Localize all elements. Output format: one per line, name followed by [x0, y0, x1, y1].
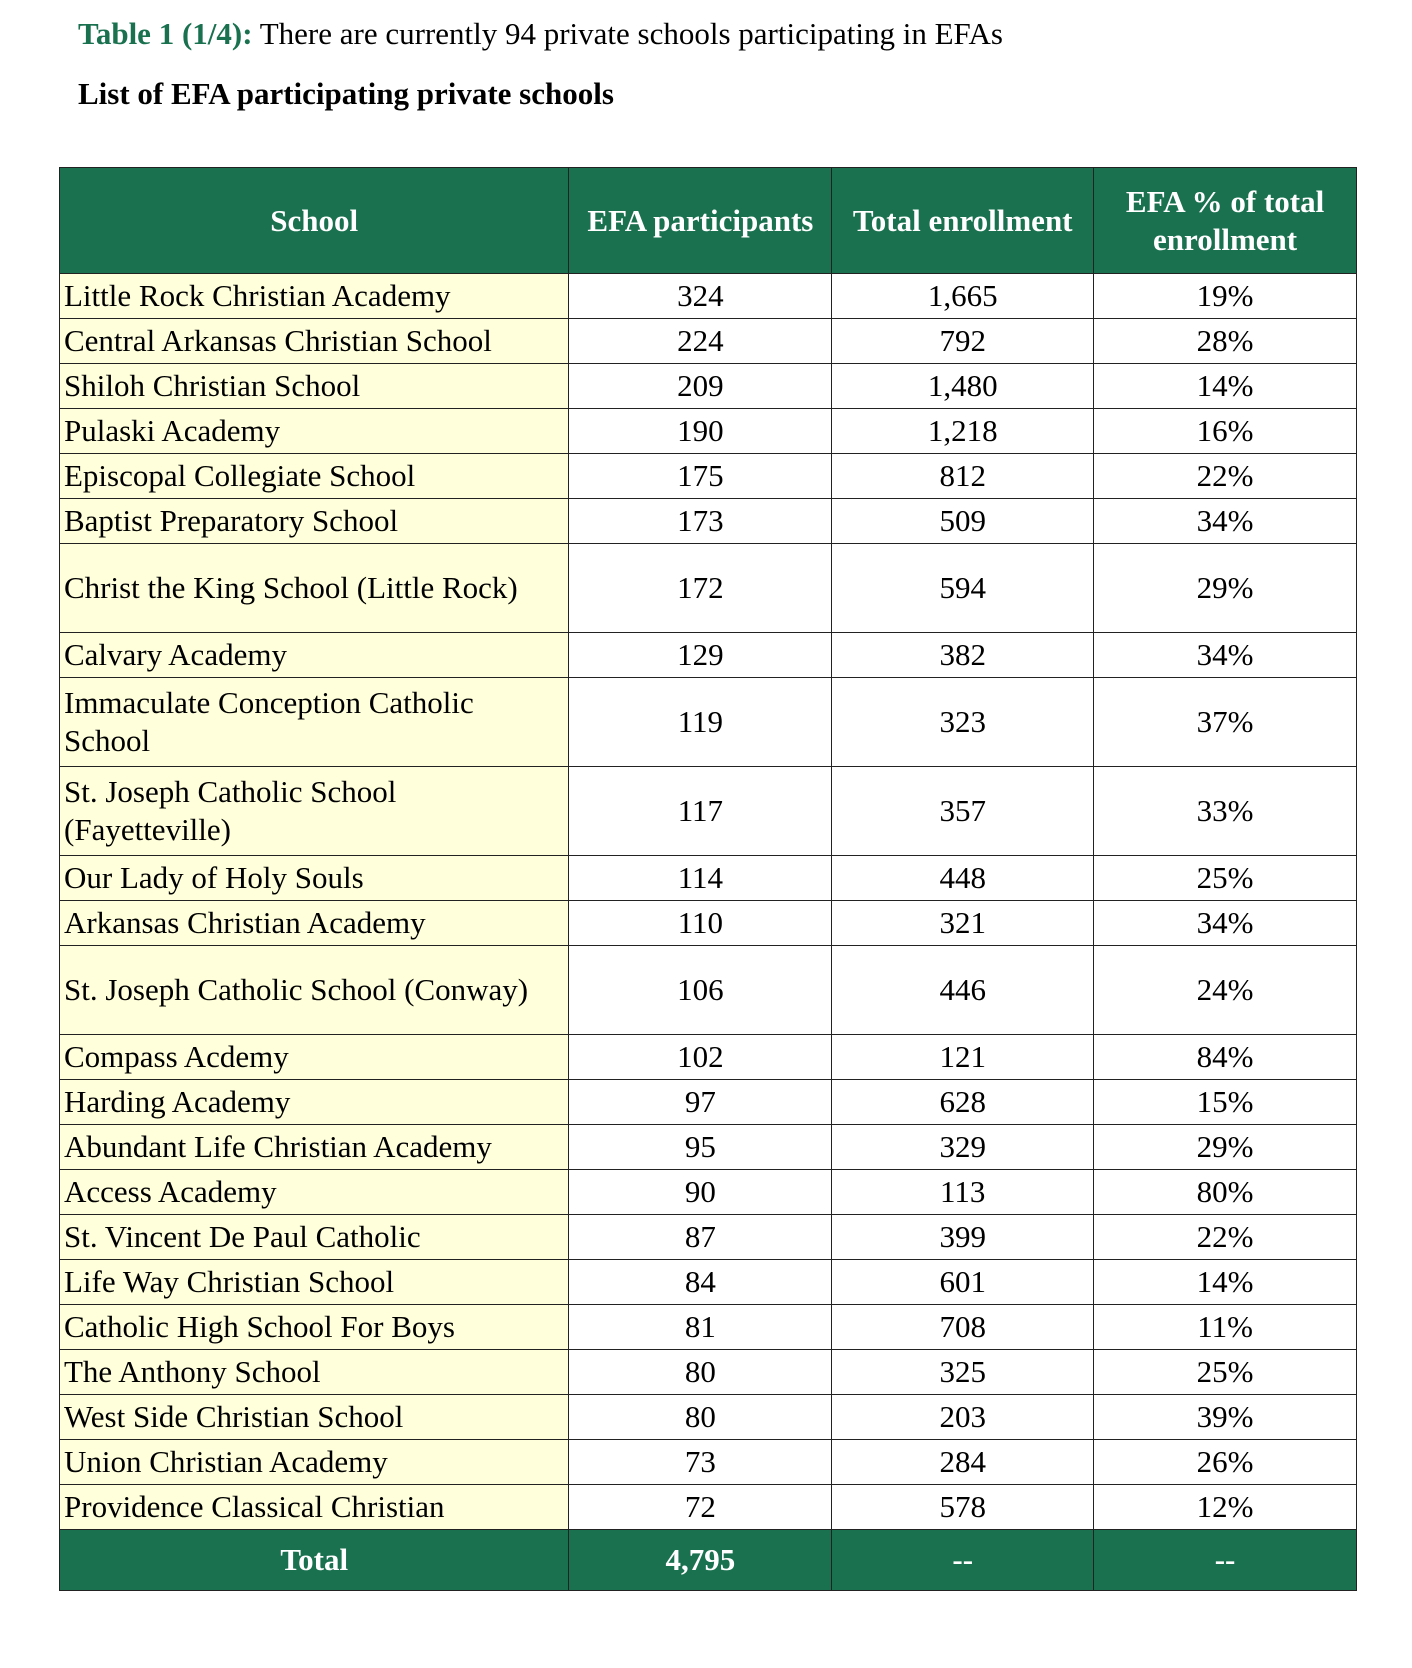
table-row — [60, 678, 1357, 767]
efa-participants: 119 — [569, 678, 832, 767]
efa-percent: 29% — [1094, 544, 1357, 633]
school-name: St. Joseph Catholic School (Conway) — [60, 946, 569, 1035]
efa-participants: 81 — [569, 1305, 832, 1350]
total-enrollment: 601 — [832, 1260, 1094, 1305]
table-row — [60, 767, 1357, 856]
table-row — [60, 1440, 1357, 1485]
efa-participants: 73 — [569, 1440, 832, 1485]
school-name: Episcopal Collegiate School — [60, 454, 569, 499]
school-name: Arkansas Christian Academy — [60, 901, 569, 946]
table-row — [60, 319, 1357, 364]
school-name: Compass Acdemy — [60, 1035, 569, 1080]
efa-percent: 11% — [1094, 1305, 1357, 1350]
efa-participants: 90 — [569, 1170, 832, 1215]
table-row — [60, 1035, 1357, 1080]
table-subtitle: List of EFA participating private schools — [78, 76, 614, 111]
total-enrollment: 382 — [832, 633, 1094, 678]
efa-percent: 22% — [1094, 1215, 1357, 1260]
schools-table — [59, 167, 1357, 1591]
table-row — [60, 1260, 1357, 1305]
school-name: Christ the King School (Little Rock) — [60, 544, 569, 633]
school-name: Pulaski Academy — [60, 409, 569, 454]
efa-percent: 37% — [1094, 678, 1357, 767]
efa-percent: 84% — [1094, 1035, 1357, 1080]
efa-percent: 25% — [1094, 856, 1357, 901]
table-row — [60, 1170, 1357, 1215]
efa-participants: 324 — [569, 274, 832, 319]
table-row — [60, 454, 1357, 499]
total-enrollment: 792 — [832, 319, 1094, 364]
efa-percent: 33% — [1094, 767, 1357, 856]
efa-participants: 114 — [569, 856, 832, 901]
school-name: Catholic High School For Boys — [60, 1305, 569, 1350]
total-enrollment: 323 — [832, 678, 1094, 767]
school-name: Central Arkansas Christian School — [60, 319, 569, 364]
efa-participants: 173 — [569, 499, 832, 544]
total-enrollment: 812 — [832, 454, 1094, 499]
school-name: Little Rock Christian Academy — [60, 274, 569, 319]
efa-percent: 16% — [1094, 409, 1357, 454]
efa-participants: 80 — [569, 1395, 832, 1440]
efa-participants: 87 — [569, 1215, 832, 1260]
total-enrollment: 113 — [832, 1170, 1094, 1215]
efa-participants: 80 — [569, 1350, 832, 1395]
table-row — [60, 1080, 1357, 1125]
efa-percent: 34% — [1094, 499, 1357, 544]
table-row — [60, 1305, 1357, 1350]
school-name: Immaculate Conception Catholic School — [60, 678, 569, 767]
total-enrollment: 399 — [832, 1215, 1094, 1260]
school-name: St. Joseph Catholic School (Fayetteville) — [60, 767, 569, 856]
school-name: St. Vincent De Paul Catholic — [60, 1215, 569, 1260]
table-row — [60, 1395, 1357, 1440]
total-efa-participants: 4,795 — [569, 1530, 832, 1591]
school-name: Access Academy — [60, 1170, 569, 1215]
efa-participants: 175 — [569, 454, 832, 499]
header-efa-participants: EFA participants — [569, 168, 832, 274]
total-enrollment: 446 — [832, 946, 1094, 1035]
efa-participants: 72 — [569, 1485, 832, 1530]
total-enrollment: 1,665 — [832, 274, 1094, 319]
header-total-enrollment: Total enrollment — [832, 168, 1094, 274]
table-row — [60, 901, 1357, 946]
table-row — [60, 544, 1357, 633]
efa-percent: 39% — [1094, 1395, 1357, 1440]
total-enrollment: 1,480 — [832, 364, 1094, 409]
efa-percent: 12% — [1094, 1485, 1357, 1530]
efa-percent: 26% — [1094, 1440, 1357, 1485]
school-name: Union Christian Academy — [60, 1440, 569, 1485]
total-enrollment: 329 — [832, 1125, 1094, 1170]
total-enrollment: 708 — [832, 1305, 1094, 1350]
total-enrollment: 321 — [832, 901, 1094, 946]
table-row — [60, 856, 1357, 901]
total-row — [60, 1530, 1357, 1591]
total-enrollment: 578 — [832, 1485, 1094, 1530]
total-label: Total — [60, 1530, 569, 1591]
total-enrollment: 284 — [832, 1440, 1094, 1485]
total-enrollment: 628 — [832, 1080, 1094, 1125]
efa-participants: 110 — [569, 901, 832, 946]
table-row — [60, 1350, 1357, 1395]
efa-percent: 29% — [1094, 1125, 1357, 1170]
efa-percent: 25% — [1094, 1350, 1357, 1395]
table-row — [60, 364, 1357, 409]
table-row — [60, 946, 1357, 1035]
total-enrollment: 1,218 — [832, 409, 1094, 454]
total-enrollment: 121 — [832, 1035, 1094, 1080]
table-number: Table 1 (1/4): — [78, 16, 253, 51]
efa-participants: 172 — [569, 544, 832, 633]
efa-percent: 22% — [1094, 454, 1357, 499]
table-row — [60, 633, 1357, 678]
school-name: Our Lady of Holy Souls — [60, 856, 569, 901]
total-enrollment: 509 — [832, 499, 1094, 544]
table-caption-text: There are currently 94 private schools participating in EFAs — [252, 16, 1003, 51]
total-enrollment: -- — [832, 1530, 1094, 1591]
efa-participants: 209 — [569, 364, 832, 409]
efa-participants: 95 — [569, 1125, 832, 1170]
school-name: The Anthony School — [60, 1350, 569, 1395]
school-name: Abundant Life Christian Academy — [60, 1125, 569, 1170]
total-efa-percent: -- — [1094, 1530, 1357, 1591]
school-name: West Side Christian School — [60, 1395, 569, 1440]
school-name: Calvary Academy — [60, 633, 569, 678]
table-row — [60, 499, 1357, 544]
efa-participants: 84 — [569, 1260, 832, 1305]
school-name: Shiloh Christian School — [60, 364, 569, 409]
efa-percent: 80% — [1094, 1170, 1357, 1215]
efa-participants: 102 — [569, 1035, 832, 1080]
total-enrollment: 448 — [832, 856, 1094, 901]
efa-percent: 28% — [1094, 319, 1357, 364]
efa-percent: 14% — [1094, 364, 1357, 409]
efa-percent: 15% — [1094, 1080, 1357, 1125]
school-name: Life Way Christian School — [60, 1260, 569, 1305]
table-row — [60, 274, 1357, 319]
total-enrollment: 594 — [832, 544, 1094, 633]
total-enrollment: 357 — [832, 767, 1094, 856]
table-row — [60, 409, 1357, 454]
header-efa-percent: EFA % of total enrollment — [1094, 168, 1357, 274]
total-enrollment: 325 — [832, 1350, 1094, 1395]
efa-participants: 190 — [569, 409, 832, 454]
header-row — [60, 168, 1357, 274]
efa-percent: 24% — [1094, 946, 1357, 1035]
efa-participants: 224 — [569, 319, 832, 364]
header-school: School — [60, 168, 569, 274]
table-row — [60, 1485, 1357, 1530]
efa-participants: 117 — [569, 767, 832, 856]
efa-participants: 129 — [569, 633, 832, 678]
table-row — [60, 1125, 1357, 1170]
efa-percent: 34% — [1094, 901, 1357, 946]
efa-percent: 34% — [1094, 633, 1357, 678]
efa-percent: 14% — [1094, 1260, 1357, 1305]
school-name: Baptist Preparatory School — [60, 499, 569, 544]
efa-participants: 106 — [569, 946, 832, 1035]
efa-percent: 19% — [1094, 274, 1357, 319]
total-enrollment: 203 — [832, 1395, 1094, 1440]
school-name: Providence Classical Christian — [60, 1485, 569, 1530]
table-caption — [78, 12, 1003, 56]
school-name: Harding Academy — [60, 1080, 569, 1125]
efa-participants: 97 — [569, 1080, 832, 1125]
table-row — [60, 1215, 1357, 1260]
